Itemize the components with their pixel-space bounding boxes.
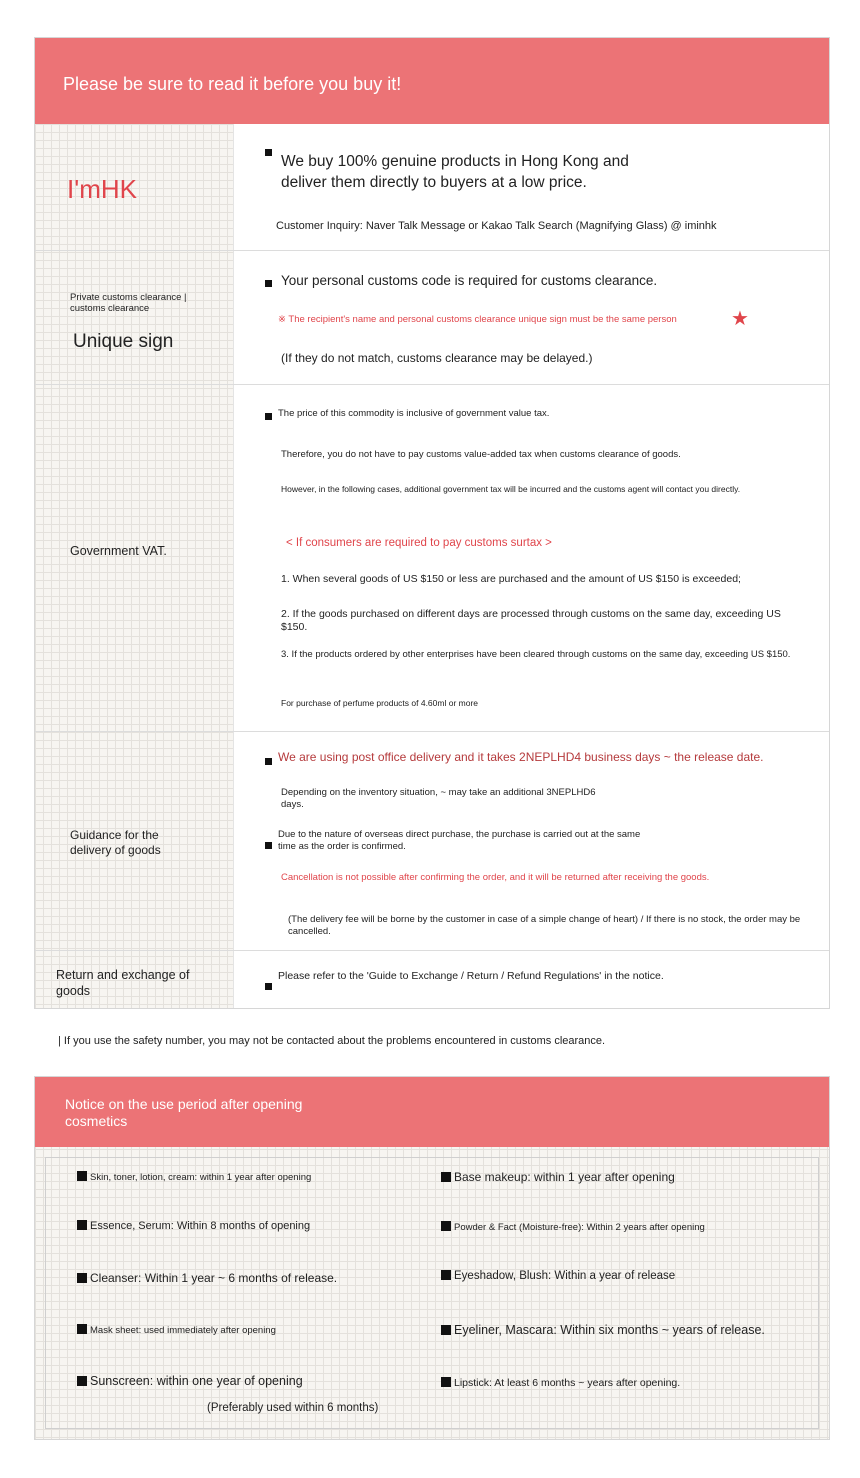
customs-main-text: Your personal customs code is required for customs clearance.: [281, 273, 658, 288]
cosmetic-item: Eyeshadow, Blush: Within a year of release: [441, 1270, 675, 1282]
row-divider: [35, 384, 829, 385]
label-column: [35, 124, 234, 1008]
cosmetic-item: Powder & Fact (Moisture-free): Within 2 years after opening: [441, 1221, 705, 1233]
delivery-line-2: Depending on the inventory situation, ~ may take an additional 3NEPLHD6 days.: [281, 787, 596, 810]
star-icon: ★: [731, 308, 749, 330]
cosmetic-item: Lipstick: At least 6 months ~ years after opening.: [441, 1377, 680, 1389]
delivery-line-5: (The delivery fee will be borne by the customer in case of a simple change of heart) / If there is no stock, the order may be cancelled.: [288, 914, 801, 937]
return-label: Return and exchange of goods: [56, 968, 190, 998]
square-bullet-icon: [441, 1172, 451, 1182]
square-bullet-icon: [441, 1270, 451, 1280]
surtax-case-3: 3. If the products ordered by other enterprises have been cleared through customs on the same day, exceeding US $150.: [281, 649, 791, 660]
cosmetics-panel: [34, 1076, 830, 1440]
square-bullet-icon: [77, 1324, 87, 1334]
customs-note-text: (If they do not match, customs clearance may be delayed.): [281, 351, 593, 365]
customer-inquiry-text: Customer Inquiry: Naver Talk Message or Kakao Talk Search (Magnifying Glass) @ iminhk: [276, 220, 717, 232]
square-bullet-icon: [441, 1221, 451, 1231]
customs-warning-text: ※ The recipient's name and personal customs clearance unique sign must be the same person: [278, 314, 677, 325]
delivery-line-1: We are using post office delivery and it takes 2NEPLHD4 business days ~ the release date.: [278, 750, 764, 764]
square-bullet-icon: [441, 1325, 451, 1335]
cosmetic-item-note: (Preferably used within 6 months): [207, 1402, 379, 1414]
cosmetic-item: Essence, Serum: Within 8 months of opening: [77, 1220, 310, 1232]
surtax-case-2: 2. If the goods purchased on different days are processed through customs on the same day, exceeding US $150.: [281, 608, 781, 633]
vat-line-3: However, in the following cases, additional government tax will be incurred and the customs agent will contact you directly.: [281, 484, 741, 494]
cosmetic-item: Base makeup: within 1 year after opening: [441, 1170, 675, 1184]
safety-number-note: | If you use the safety number, you may not be contacted about the problems encountered in customs clearance.: [58, 1035, 606, 1047]
customs-label-small: Private customs clearance | customs clearance: [70, 292, 187, 314]
surtax-case-1: 1. When several goods of US $150 or less are purchased and the amount of US $150 is exceeded;: [281, 573, 741, 585]
cosmetic-item: Cleanser: Within 1 year ~ 6 months of release.: [77, 1271, 337, 1285]
square-bullet-icon: [77, 1171, 87, 1181]
notice-title: Please be sure to read it before you buy it!: [63, 74, 402, 94]
delivery-line-4: Cancellation is not possible after confirming the order, and it will be returned after receiving the goods.: [281, 872, 710, 883]
bullet: [265, 280, 272, 287]
cosmetic-item: Eyeliner, Mascara: Within six months ~ years of release.: [441, 1323, 765, 1337]
bullet: [265, 149, 272, 156]
bullet: [265, 983, 272, 990]
cosmetics-title: Notice on the use period after opening cosmetics: [65, 1096, 303, 1129]
bullet: [265, 842, 272, 849]
surtax-title: < If consumers are required to pay customs surtax >: [286, 537, 552, 549]
bullet: [265, 413, 272, 420]
cosmetics-list-frame: [45, 1157, 819, 1429]
purchase-notice-panel: [34, 37, 830, 1009]
square-bullet-icon: [77, 1273, 87, 1283]
row-divider: [35, 731, 829, 732]
unique-sign-label: Unique sign: [73, 331, 174, 352]
vat-line-1: The price of this commodity is inclusive of government value tax.: [278, 408, 550, 419]
vat-line-2: Therefore, you do not have to pay customs value-added tax when customs clearance of goods.: [281, 449, 681, 460]
cosmetic-item: Sunscreen: within one year of opening: [77, 1374, 303, 1388]
brand-main-text: We buy 100% genuine products in Hong Kong and deliver them directly to buyers at a low price.: [281, 153, 629, 191]
bullet: [265, 758, 272, 765]
row-divider: [35, 250, 829, 251]
cosmetic-item: Mask sheet: used immediately after opening: [77, 1324, 276, 1336]
brand-label: I'mHK: [67, 174, 137, 204]
cosmetics-header: [35, 1077, 829, 1147]
notice-header: [35, 38, 829, 124]
perfume-text: For purchase of perfume products of 4.60ml or more: [281, 698, 479, 708]
delivery-line-3: Due to the nature of overseas direct purchase, the purchase is carried out at the same time as the order is confirmed.: [278, 829, 641, 852]
row-divider: [35, 950, 829, 951]
return-text: Please refer to the 'Guide to Exchange / Return / Refund Regulations' in the notice.: [278, 970, 664, 982]
vat-label: Government VAT.: [70, 544, 167, 558]
square-bullet-icon: [441, 1377, 451, 1387]
delivery-label: Guidance for the delivery of goods: [70, 828, 161, 857]
square-bullet-icon: [77, 1376, 87, 1386]
square-bullet-icon: [77, 1220, 87, 1230]
cosmetic-item: Skin, toner, lotion, cream: within 1 year after opening: [77, 1171, 311, 1183]
